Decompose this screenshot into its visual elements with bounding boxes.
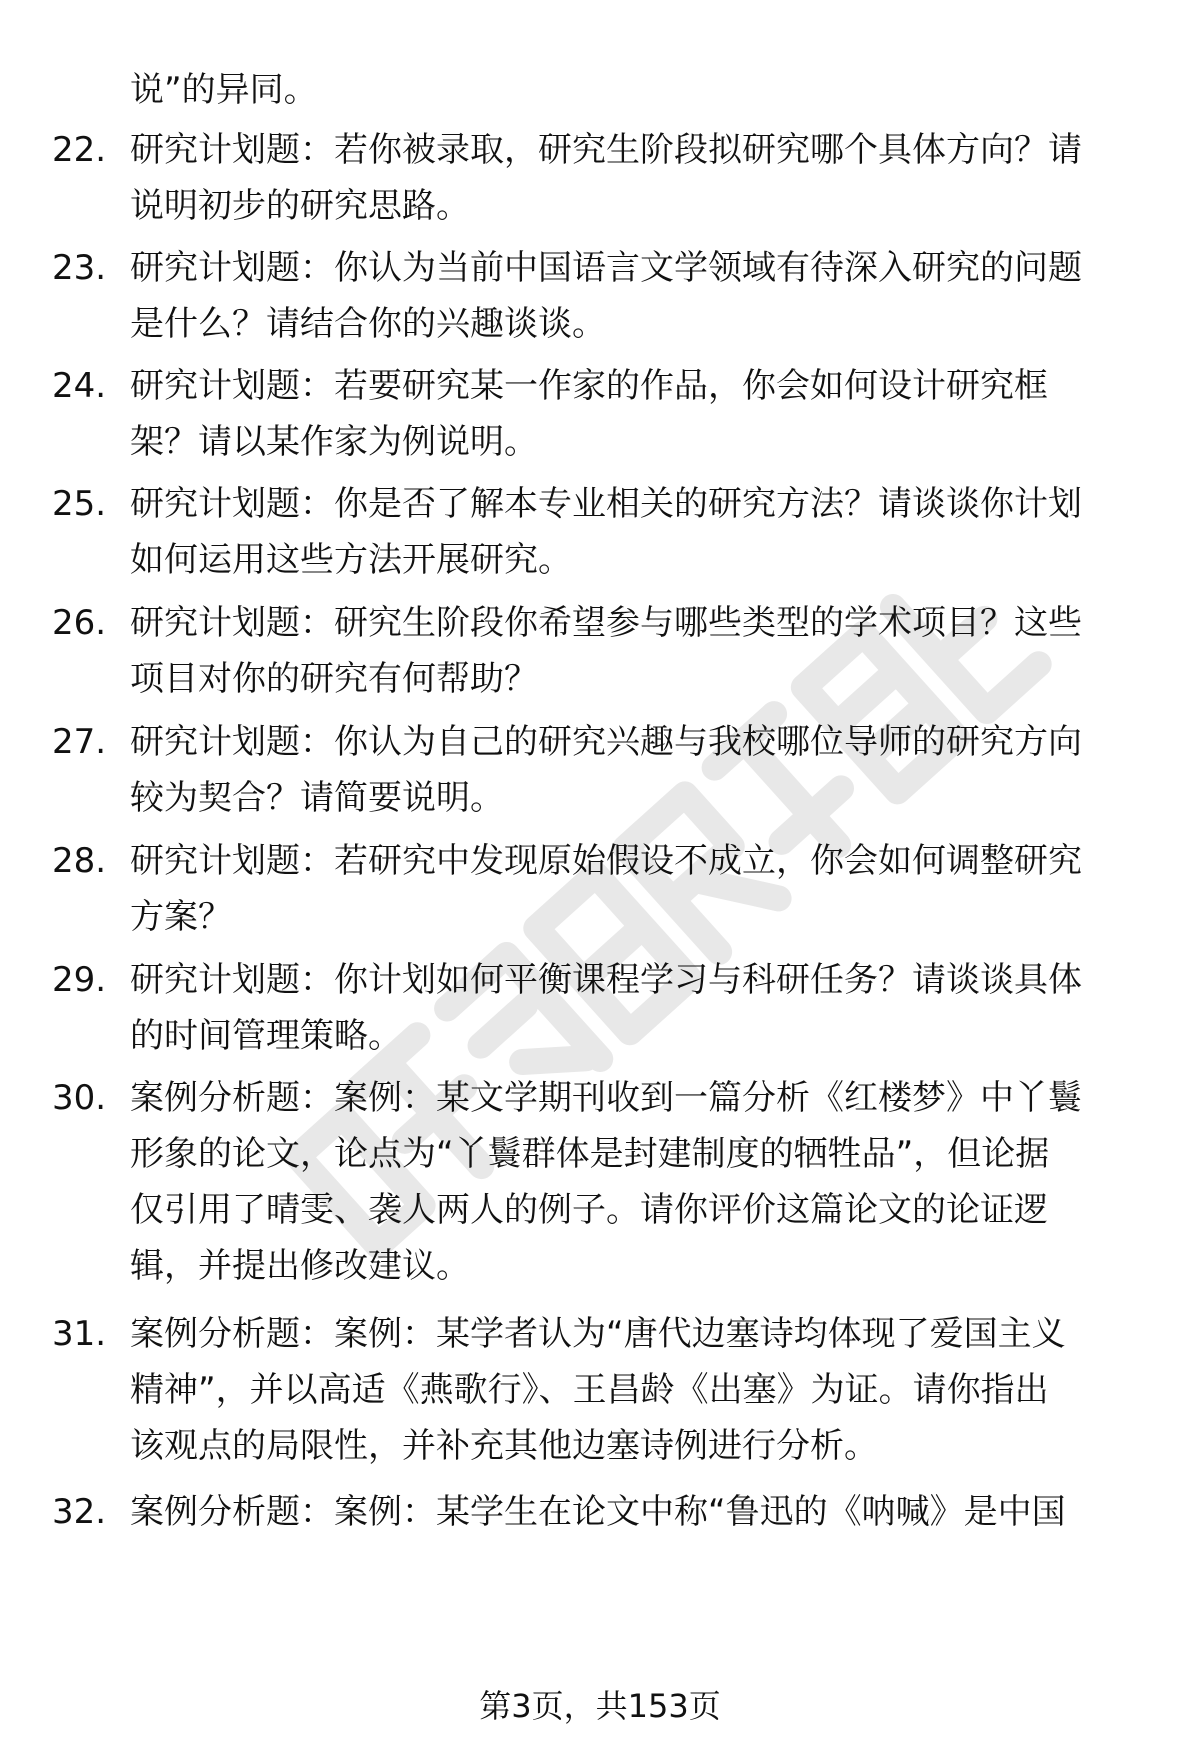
item-text <box>130 358 1140 470</box>
item-line: 研究计划题：若要研究某一作家的作品，你会如何设计研究框 <box>130 366 1048 406</box>
item-text <box>130 833 1140 945</box>
item-number: 22. <box>52 130 107 170</box>
item-number: 32. <box>52 1492 107 1532</box>
item-line: 项目对你的研究有何帮助？ <box>130 659 538 699</box>
item-line: 如何运用这些方法开展研究。 <box>130 540 572 580</box>
item-line: 辑，并提出修改建议。 <box>130 1246 470 1286</box>
item-line: 是什么？请结合你的兴趣谈谈。 <box>130 304 606 344</box>
item-number: 25. <box>52 484 107 524</box>
item-number: 23. <box>52 248 107 288</box>
page-footer: 第3页，共153页 <box>479 1687 721 1725</box>
item-line: 形象的论文，论点为“丫鬟群体是封建制度的牺牲品”，但论据 <box>130 1134 1050 1174</box>
item-line: 架？请以某作家为例说明。 <box>130 422 538 462</box>
item-text <box>130 476 1140 588</box>
item-line: 较为契合？请简要说明。 <box>130 778 504 818</box>
item-line: 精神”，并以高适《燕歌行》、王昌龄《出塞》为证。请你指出 <box>130 1370 1049 1410</box>
item-line: 仅引用了晴雯、袭人两人的例子。请你评价这篇论文的论证逻 <box>130 1190 1048 1230</box>
item-line: 该观点的局限性，并补充其他边塞诗例进行分析。 <box>130 1426 878 1466</box>
item-text <box>130 240 1140 352</box>
item-line: 研究计划题：你是否了解本专业相关的研究方法？请谈谈你计划 <box>130 484 1082 524</box>
item-number: 28. <box>52 841 107 881</box>
item-text <box>130 1484 1140 1540</box>
item-line: 研究计划题：若研究中发现原始假设不成立，你会如何调整研究 <box>130 841 1082 881</box>
item-text <box>130 1306 1140 1474</box>
item-number: 27. <box>52 722 107 762</box>
item-number: 26. <box>52 603 107 643</box>
item-line: 研究计划题：你认为当前中国语言文学领域有待深入研究的问题 <box>130 248 1082 288</box>
item-text <box>130 1070 1140 1294</box>
item-line: 研究计划题：研究生阶段你希望参与哪些类型的学术项目？这些 <box>130 603 1082 643</box>
item-text <box>130 595 1140 707</box>
item-line: 案例分析题：案例：某文学期刊收到一篇分析《红楼梦》中丫鬟 <box>130 1078 1082 1118</box>
item-line: 方案？ <box>130 897 232 937</box>
item-number: 31. <box>52 1314 107 1354</box>
item-line: 研究计划题：若你被录取，研究生阶段拟研究哪个具体方向？请 <box>130 130 1082 170</box>
item-line: 研究计划题：你计划如何平衡课程学习与科研任务？请谈谈具体 <box>130 960 1082 1000</box>
item-line: 说明初步的研究思路。 <box>130 186 470 226</box>
item-text <box>130 952 1140 1064</box>
item-text <box>130 714 1140 826</box>
item-number: 30. <box>52 1078 107 1118</box>
item-line: 研究计划题：你认为自己的研究兴趣与我校哪位导师的研究方向 <box>130 722 1082 762</box>
item-text <box>130 122 1140 234</box>
item-number: 29. <box>52 960 107 1000</box>
item-number: 24. <box>52 366 107 406</box>
item-line: 案例分析题：案例：某学生在论文中称“鲁迅的《呐喊》是中国 <box>130 1492 1066 1532</box>
item-line: 的时间管理策略。 <box>130 1016 402 1056</box>
continuation-line: 说”的异同。 <box>130 70 318 110</box>
item-line: 案例分析题：案例：某学者认为“唐代边塞诗均体现了爱国主义 <box>130 1314 1066 1354</box>
